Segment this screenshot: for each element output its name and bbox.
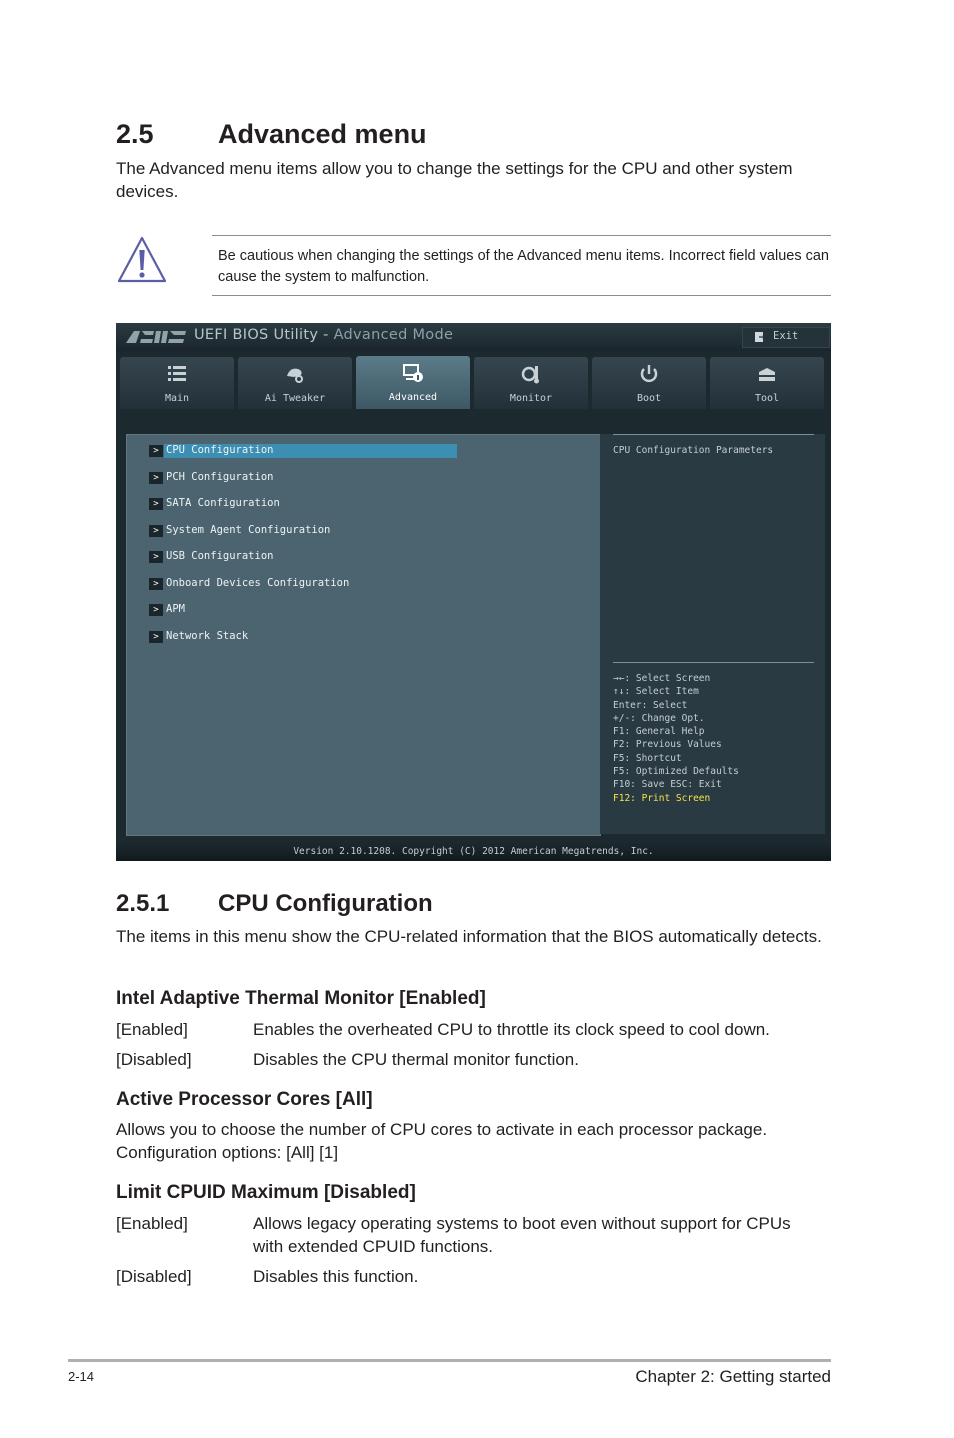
key-hint: F1: General Help xyxy=(613,726,705,738)
monitor-icon xyxy=(520,363,542,385)
tab-label: Main xyxy=(164,393,190,404)
key-hint: F2: Previous Values xyxy=(613,739,722,751)
tab-label: Advanced xyxy=(388,392,438,403)
exit-door-icon xyxy=(754,331,766,343)
list-icon xyxy=(166,363,188,385)
menu-item-label: PCH Configuration xyxy=(166,471,274,483)
bios-title-bar xyxy=(116,323,831,351)
bios-help-panel xyxy=(600,434,825,834)
key-hint: F5: Shortcut xyxy=(613,752,682,764)
setting-heading-processor-cores: Active Processor Cores [All] xyxy=(116,1089,373,1110)
bios-title-left: UEFI BIOS Utility - xyxy=(194,327,334,343)
tweaker-icon xyxy=(284,363,306,385)
page-number: 2-14 xyxy=(68,1369,95,1384)
option-key: [Disabled] xyxy=(116,1050,192,1069)
tab-monitor[interactable] xyxy=(474,357,588,409)
tab-label: Ai Tweaker xyxy=(264,393,326,404)
subsection-number: 2.5.1 xyxy=(116,890,170,917)
footer-rule xyxy=(68,1359,831,1362)
bios-menu-panel xyxy=(126,434,601,836)
tab-label: Boot xyxy=(636,393,662,404)
tab-boot[interactable] xyxy=(592,357,706,409)
bios-title xyxy=(194,327,453,343)
menu-item-label: System Agent Configuration xyxy=(166,524,331,536)
caution-icon xyxy=(116,235,168,285)
setting-heading-thermal-monitor: Intel Adaptive Thermal Monitor [Enabled] xyxy=(116,988,486,1009)
setting-text: Allows you to choose the number of CPU cores to activate in each processor package. Configuration options: [All] [1] xyxy=(116,1120,768,1162)
option-key: [Enabled] xyxy=(116,1214,188,1233)
bios-version-bar: Version 2.10.1208. Copyright (C) 2012 American Megatrends, Inc. xyxy=(116,842,831,861)
help-title: CPU Configuration Parameters xyxy=(613,445,774,456)
caution-rule-bottom xyxy=(212,295,831,296)
bios-screenshot xyxy=(116,323,831,861)
item-arrow-icon: > xyxy=(149,472,163,484)
option-description: Enables the overheated CPU to throttle its clock speed to cool down. xyxy=(253,1020,770,1039)
item-arrow-icon: > xyxy=(149,445,163,457)
key-hint: ↑↓: Select Item xyxy=(613,686,699,698)
help-divider-middle xyxy=(613,662,814,663)
item-arrow-icon: > xyxy=(149,578,163,590)
key-legend xyxy=(613,672,739,805)
bios-title-mode: Advanced Mode xyxy=(333,327,454,343)
menu-item-label: APM xyxy=(166,603,185,615)
item-arrow-icon: > xyxy=(149,525,163,537)
setting-heading-limit-cpuid: Limit CPUID Maximum [Disabled] xyxy=(116,1182,416,1203)
subsection-title: CPU Configuration xyxy=(218,890,433,917)
item-arrow-icon: > xyxy=(149,604,163,616)
advanced-icon xyxy=(402,362,424,384)
item-arrow-icon: > xyxy=(149,498,163,510)
menu-item-label: Onboard Devices Configuration xyxy=(166,577,350,589)
key-hint: →←: Select Screen xyxy=(613,673,711,684)
menu-item-label: USB Configuration xyxy=(166,550,274,562)
key-hint-print-screen: F12: Print Screen xyxy=(613,792,711,804)
option-description: Disables the CPU thermal monitor function. xyxy=(253,1050,579,1069)
subsection-intro: The items in this menu show the CPU-related information that the BIOS automatically detects. xyxy=(116,927,822,946)
option-description: Disables this function. xyxy=(253,1267,419,1286)
item-arrow-icon: > xyxy=(149,551,163,563)
tab-label: Tool xyxy=(754,393,780,404)
bios-tab-bar xyxy=(120,357,828,409)
section-heading xyxy=(116,116,427,152)
tool-icon xyxy=(756,363,778,385)
option-key: [Disabled] xyxy=(116,1267,192,1286)
tab-label: Monitor xyxy=(509,393,553,404)
key-hint: F5: Optimized Defaults xyxy=(613,766,739,778)
exit-button[interactable] xyxy=(742,327,830,348)
subsection-heading xyxy=(116,887,433,921)
help-divider-top xyxy=(613,434,814,435)
caution-text: Be cautious when changing the settings of the Advanced menu items. Incorrect field values can cause the system to malfunction. xyxy=(218,248,829,285)
menu-item-label: CPU Configuration xyxy=(166,444,274,456)
chapter-label: Chapter 2: Getting started xyxy=(635,1367,831,1386)
tab-main[interactable] xyxy=(120,357,234,409)
key-hint: Enter: Select xyxy=(613,699,688,711)
section-number: 2.5 xyxy=(116,119,154,149)
option-key: [Enabled] xyxy=(116,1020,188,1039)
section-title: Advanced menu xyxy=(218,119,427,149)
tab-advanced[interactable] xyxy=(356,356,470,409)
menu-item-label: Network Stack xyxy=(166,630,249,642)
exit-label: Exit xyxy=(773,330,799,342)
tab-tool[interactable] xyxy=(710,357,824,409)
key-hint: F10: Save ESC: Exit xyxy=(613,779,722,791)
power-icon xyxy=(638,363,660,385)
key-hint: +/-: Change Opt. xyxy=(613,712,705,724)
option-description: Allows legacy operating systems to boot even without support for CPUs with extended CPUID functions. xyxy=(253,1214,791,1256)
menu-item-label: SATA Configuration xyxy=(166,497,280,509)
tab-ai-tweaker[interactable] xyxy=(238,357,352,409)
intro-paragraph: The Advanced menu items allow you to change the settings for the CPU and other system devices. xyxy=(116,159,793,201)
asus-logo-icon xyxy=(124,328,188,346)
item-arrow-icon: > xyxy=(149,631,163,643)
caution-rule-top xyxy=(212,235,831,236)
